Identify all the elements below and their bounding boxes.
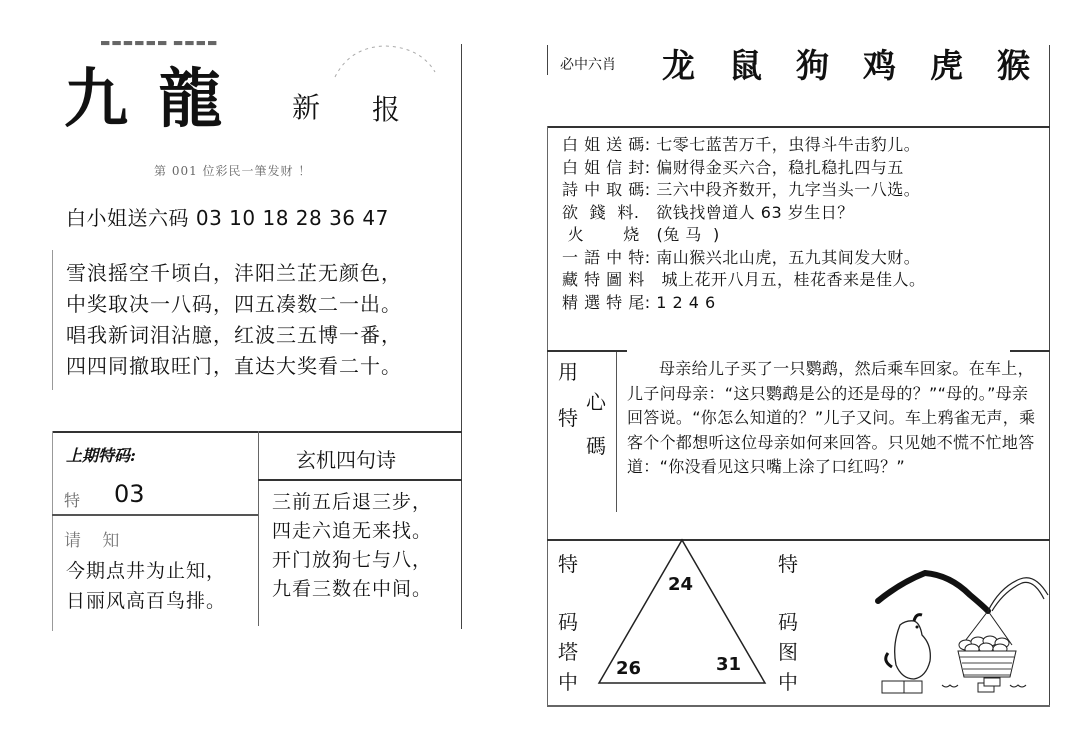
mystery-line: 九看三数在中间。	[272, 578, 433, 600]
right-page-left-border	[547, 126, 548, 706]
tip-label: 藏 特 圖 料	[562, 270, 645, 289]
tip-label: 欲 錢 料.	[562, 202, 640, 222]
mystery-poem	[272, 488, 432, 604]
left-page-left-border	[52, 250, 53, 390]
tip-text: 1 2 4 6	[656, 292, 716, 312]
tower-bottom-right-number: 31	[716, 654, 742, 675]
story-label-2: 心	[586, 390, 606, 414]
masthead-title: 九 龍	[64, 62, 227, 137]
story-label-3: 特	[558, 406, 578, 430]
tip-row	[562, 292, 926, 315]
masthead-decoration-icon	[330, 42, 440, 82]
divider	[52, 431, 462, 433]
poem	[66, 258, 402, 382]
zodiac-animal: 鼠	[729, 46, 762, 85]
tower-right-label-4: 中	[778, 670, 798, 694]
tower-top-number: 24	[668, 574, 694, 595]
tip-label: 一 語 中 特:	[562, 247, 651, 267]
tower-right-label-2: 码	[778, 610, 798, 634]
tip-label: 白 姐 信 封:	[562, 157, 651, 177]
zodiac-animals	[662, 40, 1030, 87]
notice-line: 今期点井为止知，	[66, 560, 227, 582]
tower-left-label-3: 塔	[558, 640, 578, 664]
six-codes: 白小姐送六码 03 10 18 28 36 47	[66, 206, 389, 230]
tower-right-label-1: 特	[778, 552, 798, 576]
tip-label: 火 烧	[562, 225, 640, 244]
masthead-sub-2: 报	[372, 93, 401, 126]
story-label-4: 碼	[586, 434, 606, 458]
masthead-sub-1: 新	[292, 91, 321, 124]
zodiac-label: 必中六肖	[560, 57, 616, 73]
divider	[258, 479, 462, 481]
last-special-title: 上期特码:	[66, 446, 136, 465]
zodiac-animal: 猴	[997, 46, 1030, 85]
masthead	[64, 48, 226, 140]
tip-text: 七零七蓝苦万千，虫得斗牛击豹儿。	[656, 135, 921, 154]
zodiac-left-border	[547, 45, 548, 75]
tip-row	[562, 179, 926, 202]
box-left-border	[52, 431, 53, 631]
tip-label: 精 選 特 尾:	[562, 292, 651, 312]
mystery-line: 三前五后退三步，	[272, 491, 433, 513]
tower-bottom-left-number: 26	[616, 658, 642, 679]
tip-row	[562, 224, 926, 247]
tip-label: 詩 中 取 碼:	[562, 180, 651, 199]
tip-text: 偏财得金买六合，稳扎稳扎四与五	[656, 157, 904, 177]
divider	[1010, 350, 1050, 352]
story-label-1: 用	[558, 360, 578, 384]
hen-and-egg-basket-icon	[870, 565, 1050, 700]
tip-row	[562, 247, 926, 270]
mystery-line: 开门放狗七与八，	[272, 549, 433, 571]
notice-title: 请 知	[64, 531, 128, 551]
divider	[547, 350, 627, 352]
poem-line: 四四同撤取旺门，直达大奖看二十。	[66, 354, 402, 378]
tips-list	[562, 134, 926, 314]
divider	[547, 126, 1050, 128]
mystery-poem-title: 玄机四句诗	[296, 448, 396, 472]
tip-text: 南山猴兴北山虎，五九其间发大财。	[656, 247, 921, 267]
tip-text: 城上花开八月五，桂花香来是佳人。	[650, 270, 926, 289]
top-faint-text: ▬▬▬▬▬▬ ▬▬▬▬	[100, 36, 219, 49]
story-text: 母亲给儿子买了一只鹦鹉，然后乘车回家。在车上，儿子问母亲：“这只鹦鹉是公的还是母的？”“母的。”母亲回答说。“你怎么知道的？”儿子又问。车上鸦雀无声，乘客个个都想听这位母亲如何来回答。只见她不慌不忙地答道：“你没看见这只嘴上涂了口红吗？”	[627, 359, 1036, 476]
tip-row	[562, 134, 926, 157]
divider	[52, 514, 258, 516]
notice	[66, 556, 226, 616]
tip-row	[562, 269, 926, 292]
tower-left-label-4: 中	[558, 670, 578, 694]
tower-left-label-2: 码	[558, 610, 578, 634]
mystery-line: 四走六追无来找。	[272, 520, 433, 542]
tip-label: 白 姐 送 碼:	[562, 135, 651, 154]
story-divider	[616, 352, 617, 512]
poem-line: 雪浪摇空千顷白，沣阳兰芷无颜色，	[66, 261, 402, 285]
tower-right-label-3: 图	[778, 640, 798, 664]
tip-text: (兔 马 )	[645, 225, 720, 244]
last-special-prefix: 特	[64, 491, 81, 510]
notice-line: 日丽风高百鸟排。	[66, 590, 227, 612]
zodiac-animal: 龙	[662, 46, 695, 85]
poem-line: 中奖取决一八码，四五凑数二一出。	[66, 292, 402, 316]
zodiac-animal: 狗	[796, 46, 829, 85]
box-middle-border	[258, 431, 259, 626]
last-special-value: 03	[114, 480, 145, 508]
tip-text: 欲钱找曾道人 63 岁生日？	[645, 202, 854, 222]
tip-text: 三六中段齐数开，九字当头一八选。	[656, 180, 921, 199]
issue-line: 第 001 位彩民一筆发财 ！	[154, 164, 312, 178]
zodiac-animal: 虎	[930, 46, 963, 85]
tip-row	[562, 202, 926, 225]
divider	[547, 705, 1050, 707]
poem-line: 唱我新词泪沾臆，红波三五博一番，	[66, 323, 402, 347]
tower-left-label-1: 特	[558, 552, 578, 576]
tip-row	[562, 157, 926, 180]
zodiac-animal: 鸡	[863, 46, 896, 85]
left-page-right-border	[461, 44, 462, 629]
